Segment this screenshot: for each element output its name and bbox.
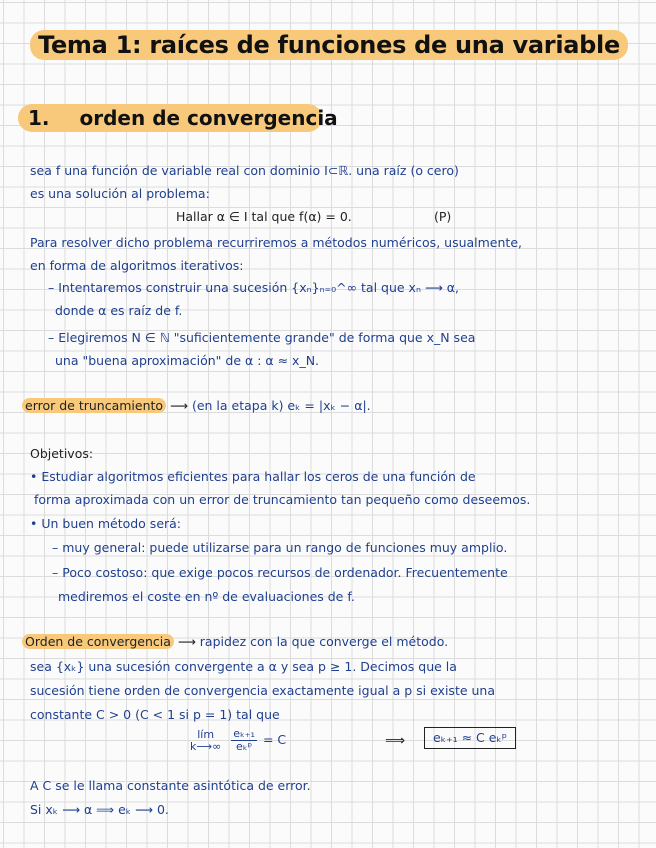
para1-line1: sea f una función de variable real con dominio I⊂ℝ. una raíz (o cero) <box>30 163 459 178</box>
section-title: orden de convergencia <box>79 106 338 130</box>
sub-objective2-line1: – Poco costoso: que exige pocos recursos de ordenador. Frecuentemente <box>52 565 508 580</box>
bullet1-line2: donde α es raíz de f. <box>55 303 183 318</box>
objective1-line2: forma aproximada con un error de truncamiento tan pequeño como deseemos. <box>34 492 531 507</box>
arrow-icon: ⟶ <box>170 398 188 413</box>
order-convergence-line <box>22 634 448 650</box>
section-number: 1. <box>28 106 50 130</box>
order-line4: A C se le llama constante asintótica de error. <box>30 778 311 793</box>
order-line3: constante C > 0 (C < 1 si p = 1) tal que <box>30 707 280 722</box>
limit-formula <box>186 728 286 753</box>
implies-icon: ⟹ <box>385 733 406 749</box>
objectives-heading: Objetivos: <box>30 446 94 461</box>
sub-objective1: – muy general: puede utilizarse para un rango de funciones muy amplio. <box>52 540 508 555</box>
error-ratio: $\frac{\text{eₖ₊₁}}{\text{eₖᵖ}}$ <box>233 727 255 753</box>
limit-equals: = C <box>262 732 287 747</box>
section-heading <box>18 104 338 132</box>
limit-operator: lím k⟶∞ <box>190 727 222 753</box>
order-convergence-label: Orden de convergencia <box>22 634 174 649</box>
sub-objective2-line2: mediremos el coste en nº de evaluaciones de f. <box>58 589 355 604</box>
order-convergence-definition: rapidez con la que converge el método. <box>199 634 449 649</box>
bullet2-line1: – Elegiremos N ∈ ℕ "suficientemente grande" de forma que x_N sea <box>48 330 476 345</box>
order-line5: Si xₖ ⟶ α ⟹ eₖ ⟶ 0. <box>30 802 169 817</box>
order-line2: sucesión tiene orden de convergencia exactamente igual a p si existe una <box>30 683 496 698</box>
bullet1-line1: – Intentaremos construir una sucesión {xₙ}ₙ₌₀^∞ tal que xₙ ⟶ α, <box>48 280 459 295</box>
objective1-line1: • Estudiar algoritmos eficientes para hallar los ceros de una función de <box>30 469 476 484</box>
boxed-result: eₖ₊₁ ≈ C eₖᵖ <box>424 727 516 749</box>
truncation-error-label: error de truncamiento <box>22 398 166 413</box>
bullet2-line2: una "buena aproximación" de α : α ≈ x_N. <box>55 353 320 368</box>
para2-line2: en forma de algoritmos iterativos: <box>30 258 244 273</box>
page-title: Tema 1: raíces de funciones de una variable <box>30 30 628 60</box>
truncation-error-definition: (en la etapa k) eₖ = |xₖ − α|. <box>191 398 371 413</box>
objective2-line1: • Un buen método será: <box>30 516 182 531</box>
arrow-icon: ⟶ <box>177 634 196 649</box>
truncation-error-line <box>22 398 371 414</box>
order-line1: sea {xₖ} una sucesión convergente a α y sea p ≥ 1. Decimos que la <box>30 659 457 674</box>
problem-tag: (P) <box>434 209 452 224</box>
para2-line1: Para resolver dicho problema recurriremos a métodos numéricos, usualmente, <box>30 235 522 250</box>
problem-statement: Hallar α ∈ I tal que f(α) = 0. <box>176 209 352 224</box>
para1-line2: es una solución al problema: <box>30 186 210 201</box>
